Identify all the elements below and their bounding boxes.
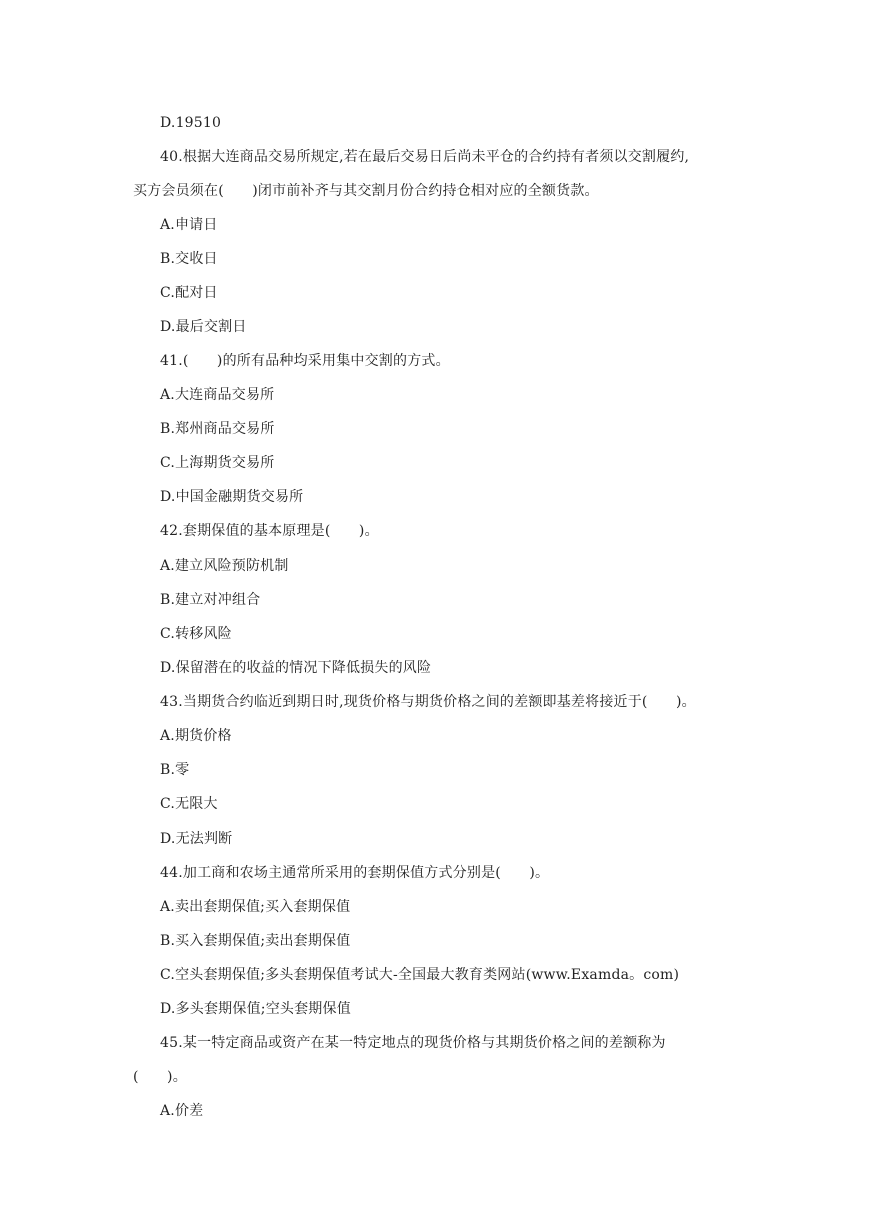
option-b-42: B.建立对冲组合 xyxy=(160,592,261,608)
option-a-40: A.申请日 xyxy=(160,217,218,233)
option-d-39: D.19510 xyxy=(160,115,222,131)
question-45: 45.某一特定商品或资产在某一特定地点的现货价格与其期货价格之间的差额称为 xyxy=(160,1035,666,1051)
option-a-41: A.大连商品交易所 xyxy=(160,387,275,403)
option-a-43: A.期货价格 xyxy=(160,728,232,744)
question-40: 40.根据大连商品交易所规定,若在最后交易日后尚未平仓的合约持有者须以交割履约, xyxy=(160,149,690,165)
option-c-40: C.配对日 xyxy=(160,285,218,301)
option-b-44: B.买入套期保值;卖出套期保值 xyxy=(160,933,351,949)
question-45-continued: ( )。 xyxy=(133,1069,187,1085)
option-c-44: C.空头套期保值;多头套期保值考试大-全国最大教育类网站(www.Examda。com) xyxy=(160,967,680,983)
option-c-41: C.上海期货交易所 xyxy=(160,455,275,471)
option-d-41: D.中国金融期货交易所 xyxy=(160,489,304,505)
question-43: 43.当期货合约临近到期日时,现货价格与期货价格之间的差额即基差将接近于( )。 xyxy=(160,694,696,710)
option-d-40: D.最后交割日 xyxy=(160,319,247,335)
option-d-42: D.保留潜在的收益的情况下降低损失的风险 xyxy=(160,660,432,676)
option-b-40: B.交收日 xyxy=(160,251,218,267)
option-d-43: D.无法判断 xyxy=(160,831,233,847)
question-42: 42.套期保值的基本原理是( )。 xyxy=(160,523,379,539)
option-c-42: C.转移风险 xyxy=(160,626,232,642)
option-b-41: B.郑州商品交易所 xyxy=(160,421,275,437)
option-a-42: A.建立风险预防机制 xyxy=(160,558,289,574)
question-41: 41.( )的所有品种均采用集中交割的方式。 xyxy=(160,353,450,369)
option-a-44: A.卖出套期保值;买入套期保值 xyxy=(160,899,351,915)
question-40-continued: 买方会员须在( )闭市前补齐与其交割月份合约持仓相对应的全额货款。 xyxy=(133,183,599,199)
question-44: 44.加工商和农场主通常所采用的套期保值方式分别是( )。 xyxy=(160,865,550,881)
option-a-45: A.价差 xyxy=(160,1103,204,1119)
option-d-44: D.多头套期保值;空头套期保值 xyxy=(160,1001,351,1017)
option-b-43: B.零 xyxy=(160,762,190,778)
option-c-43: C.无限大 xyxy=(160,796,218,812)
